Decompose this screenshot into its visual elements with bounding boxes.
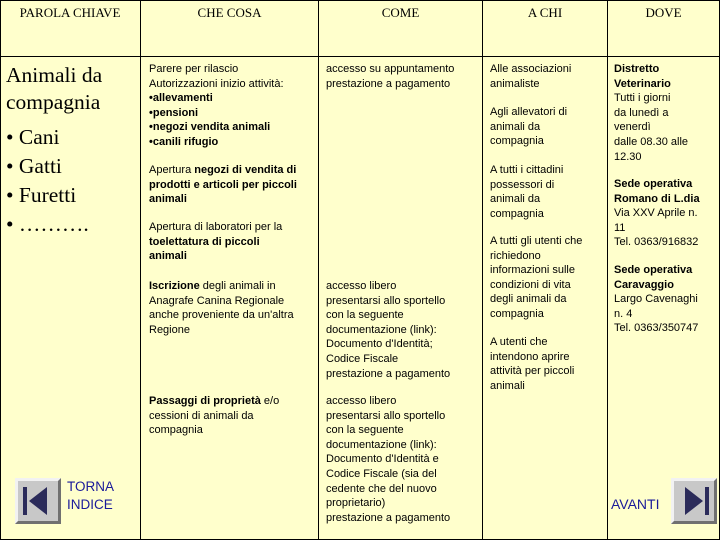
avanti-link[interactable]: AVANTI xyxy=(611,496,660,512)
header-divider xyxy=(0,56,720,57)
dove-distretto xyxy=(614,62,719,164)
text-line: anche proveniente da un'altra xyxy=(149,309,294,322)
text-line: da lunedì a xyxy=(614,106,669,119)
text-line: Via XXV Aprile n. xyxy=(614,207,698,220)
text-line: toelettatura di piccoli xyxy=(149,235,260,248)
header-dove: DOVE xyxy=(645,5,682,20)
text-line: accesso libero xyxy=(326,395,397,407)
text-line xyxy=(149,163,317,178)
text-line: animali da xyxy=(490,120,541,133)
triangle-left-icon xyxy=(29,487,47,515)
text-line: Veterinario xyxy=(614,77,671,90)
text-line: n. 4 xyxy=(614,307,633,320)
a-chi-cittadini xyxy=(490,163,606,221)
text-line: animali xyxy=(149,193,187,206)
text-rest: degli animali in xyxy=(199,280,276,292)
text-line: accesso su appuntamento xyxy=(326,63,455,75)
text-line: compagnia xyxy=(149,424,203,437)
text-line: animaliste xyxy=(490,77,540,90)
text-line: animali da xyxy=(490,193,541,206)
che-cosa-passaggi xyxy=(149,394,317,438)
text-line: compagnia xyxy=(490,307,544,320)
text-line: Romano di L.dia xyxy=(614,192,700,205)
text-line: Codice Fiscale xyxy=(326,352,399,365)
text-line: •allevamenti xyxy=(149,92,213,105)
text-line: possessori di xyxy=(490,178,555,191)
text-line: Tutti i giorni xyxy=(614,92,671,105)
text-line xyxy=(149,279,317,294)
text-prefix: Apertura xyxy=(149,164,195,176)
text-line: compagnia xyxy=(490,135,544,148)
text-line: Autorizzazioni inizio attività: xyxy=(149,77,284,90)
text-line: Regione xyxy=(149,323,190,336)
text-line: presentarsi allo sportello xyxy=(326,409,446,422)
torna-indice-button[interactable] xyxy=(15,478,61,524)
text-line: con la seguente xyxy=(326,309,404,322)
text-line: •negozi vendita animali xyxy=(149,121,271,134)
text-line: prodotti e articoli per piccoli xyxy=(149,178,297,191)
text-line: cedente che del nuovo xyxy=(326,482,437,495)
avanti-button[interactable] xyxy=(671,478,717,524)
text-line: animali xyxy=(490,379,525,392)
text-line: •pensioni xyxy=(149,106,199,119)
triangle-right-icon xyxy=(685,487,703,515)
keyword-item-cani: • Cani xyxy=(6,125,60,149)
text-line: prestazione a pagamento xyxy=(326,77,451,90)
text-line: Documento d'Identità e xyxy=(326,453,439,466)
a-chi-attivita xyxy=(490,335,606,393)
text-line: 11 xyxy=(614,221,626,234)
link-line: TORNA xyxy=(67,479,115,494)
keyword-item-furetti: • Furetti xyxy=(6,183,77,207)
a-chi-associazioni xyxy=(490,62,606,91)
text-line: A utenti che xyxy=(490,336,548,348)
text-line: cessioni di animali da xyxy=(149,409,254,422)
text-line: Documento d'Identità; xyxy=(326,338,433,351)
header-che-cosa: CHE COSA xyxy=(197,5,262,20)
keyword-item-more: • ………. xyxy=(6,212,89,236)
text-line: prestazione a pagamento xyxy=(326,511,451,524)
che-cosa-negozi xyxy=(149,163,317,207)
text-line: Codice Fiscale (sia del xyxy=(326,467,437,480)
text-line: Alle associazioni xyxy=(490,63,572,75)
a-chi-allevatori xyxy=(490,105,606,149)
column-divider xyxy=(140,0,141,540)
text-line: Sede operativa xyxy=(614,264,693,276)
text-line: documentazione (link): xyxy=(326,438,437,451)
text-line: Agli allevatori di xyxy=(490,106,568,118)
column-divider xyxy=(607,0,608,540)
come-appuntamento xyxy=(326,62,481,91)
text-line: Sede operativa xyxy=(614,178,693,190)
a-chi-utenti xyxy=(490,234,606,322)
text-line: A tutti i cittadini xyxy=(490,164,564,176)
text-line: informazioni sulle xyxy=(490,264,575,277)
text-line: richiedono xyxy=(490,249,541,262)
keyword-title-line: compagnia xyxy=(6,90,101,114)
text-line: prestazione a pagamento xyxy=(326,367,451,380)
skip-forward-icon xyxy=(705,487,709,515)
text-line: Largo Cavenaghi xyxy=(614,293,698,306)
header-come: COME xyxy=(381,5,420,20)
text-bold: negozi di vendita di xyxy=(194,164,297,176)
che-cosa-iscrizione xyxy=(149,279,317,337)
text-line: degli animali da xyxy=(490,293,567,306)
link-line: INDICE xyxy=(67,497,113,512)
header-a-chi: A CHI xyxy=(527,5,563,20)
keyword-title xyxy=(6,62,136,116)
text-line: •canili rifugio xyxy=(149,135,219,148)
text-line: 12.30 xyxy=(614,150,642,163)
text-line: venerdì xyxy=(614,121,651,134)
text-line: Caravaggio xyxy=(614,278,674,291)
text-line: proprietario) xyxy=(326,497,386,510)
text-line: Distretto xyxy=(614,63,660,75)
text-line: dalle 08.30 alle xyxy=(614,135,689,148)
column-divider xyxy=(318,0,319,540)
torna-indice-link[interactable] xyxy=(67,478,114,514)
keyword-title-line: Animali da xyxy=(6,63,103,87)
text-rest: e/o xyxy=(260,395,280,407)
table-border-left xyxy=(0,0,1,540)
text-line: Parere per rilascio xyxy=(149,63,239,75)
skip-back-icon xyxy=(23,487,27,515)
text-line: compagnia xyxy=(490,207,544,220)
text-line: Tel. 0363/916832 xyxy=(614,236,699,249)
che-cosa-toelettatura xyxy=(149,220,317,264)
table-border-top xyxy=(0,0,720,1)
text-line: condizioni di vita xyxy=(490,278,571,291)
header-parola-chiave: PAROLA CHIAVE xyxy=(19,5,121,20)
text-bold: Iscrizione xyxy=(149,280,200,292)
come-iscrizione xyxy=(326,279,481,381)
keyword-item-gatti: • Gatti xyxy=(6,154,62,178)
text-line: con la seguente xyxy=(326,424,404,437)
text-line: documentazione (link): xyxy=(326,323,437,336)
text-line: intendono aprire xyxy=(490,350,570,363)
text-line: Apertura di laboratori per la xyxy=(149,221,283,233)
dove-romano xyxy=(614,177,719,250)
dove-caravaggio xyxy=(614,263,719,336)
text-bold: Passaggi di proprietà xyxy=(149,395,261,407)
come-passaggi xyxy=(326,394,481,525)
text-line: presentarsi allo sportello xyxy=(326,294,446,307)
text-line: accesso libero xyxy=(326,280,397,292)
che-cosa-autorizzazioni xyxy=(149,62,317,150)
keyword-list xyxy=(6,123,136,239)
text-line: attività per piccoli xyxy=(490,365,575,378)
text-line: Anagrafe Canina Regionale xyxy=(149,294,285,307)
text-line: Tel. 0363/350747 xyxy=(614,322,699,335)
text-line xyxy=(149,394,317,409)
text-line: A tutti gli utenti che xyxy=(490,235,583,247)
text-line: animali xyxy=(149,250,187,263)
column-divider xyxy=(482,0,483,540)
